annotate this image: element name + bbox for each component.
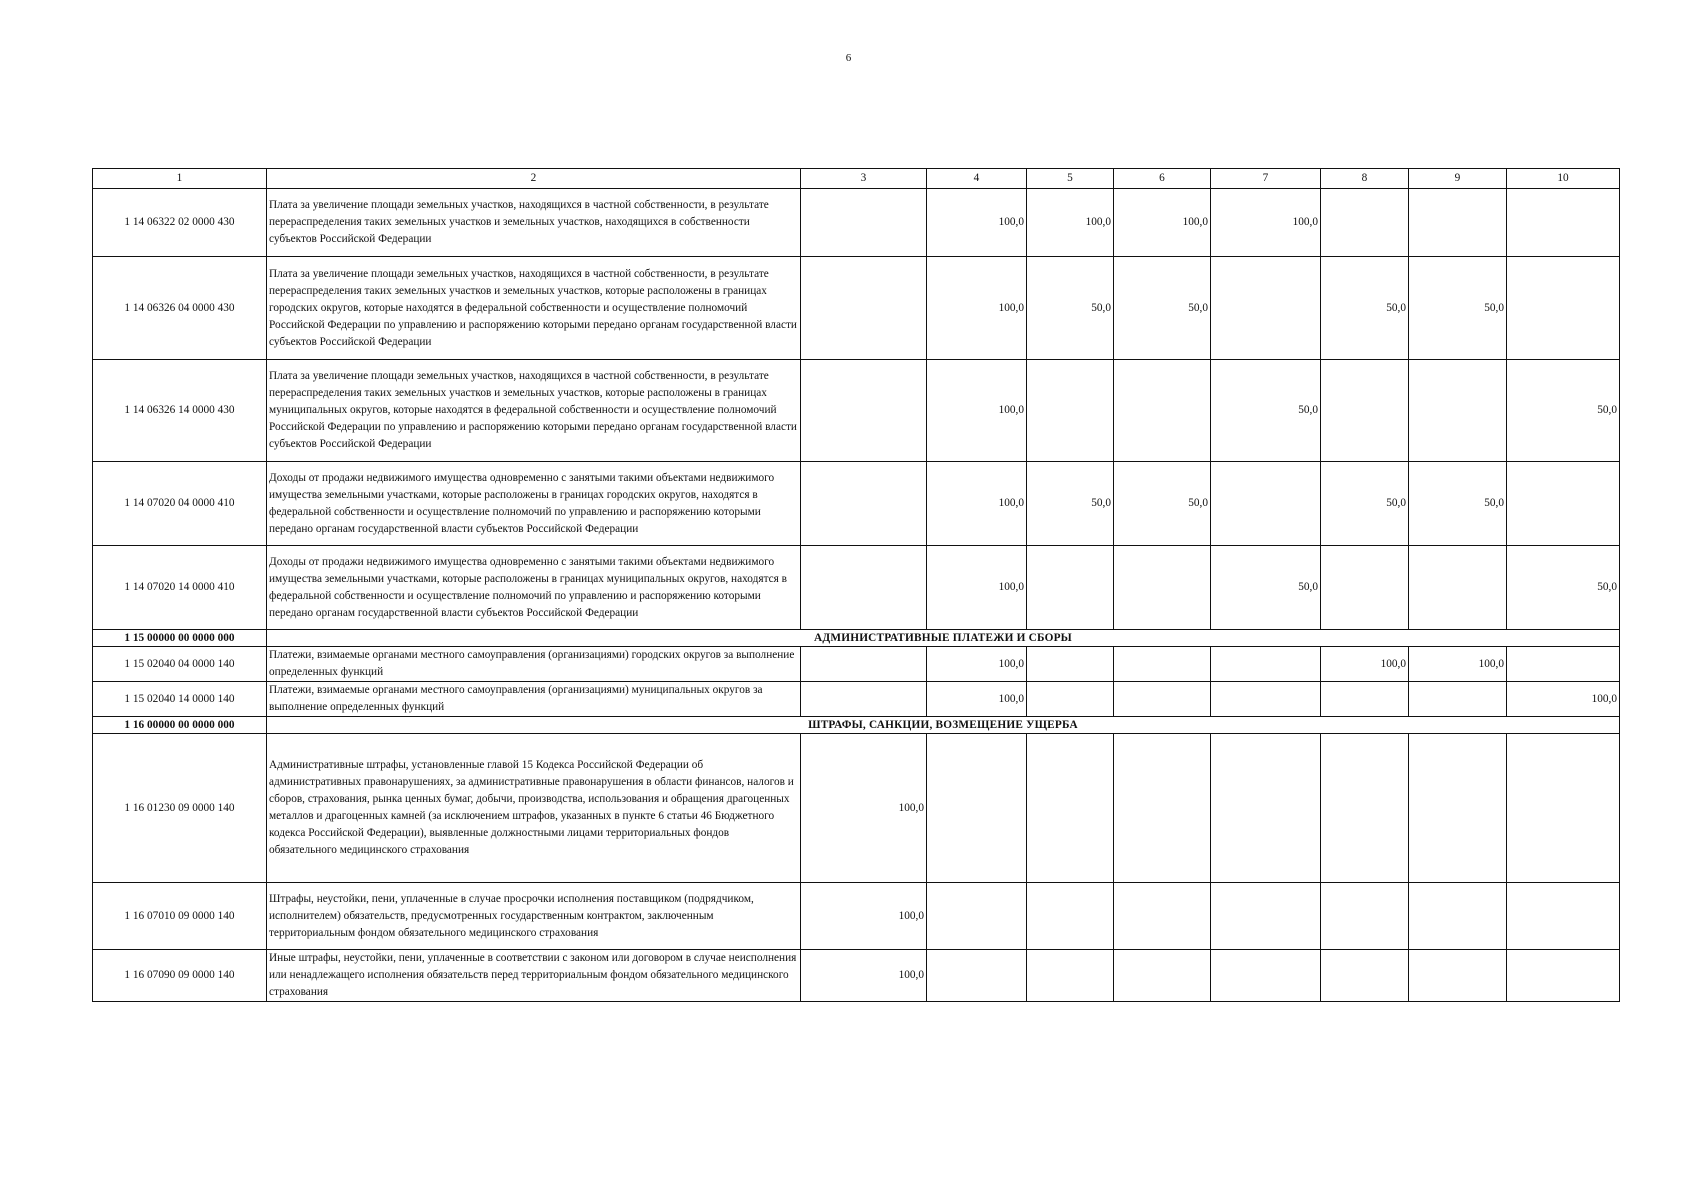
percent-cell-col-8: 100,0 [1321, 647, 1409, 682]
percent-cell-col-6 [1114, 546, 1211, 630]
percent-cell-col-5: 100,0 [1027, 189, 1114, 257]
percent-cell-col-7: 50,0 [1211, 360, 1321, 462]
percent-cell-col-8: 50,0 [1321, 462, 1409, 546]
percent-cell-col-9: 50,0 [1409, 257, 1507, 360]
percent-cell-col-5 [1027, 950, 1114, 1002]
percent-cell-col-9 [1409, 360, 1507, 462]
table-row [93, 546, 1620, 630]
budget-classification-code: 1 14 06326 04 0000 430 [93, 257, 267, 360]
percent-cell-col-7 [1211, 734, 1321, 883]
revenue-description: Плата за увеличение площади земельных участков, находящихся в частной собственности, в результате перераспределения таких земельных участков и земельных участков, которые расположены в границах муниципальных округов, которые находятся в федеральной собственности и осуществление полномочий Российской Федерации по управлению и распоряжению которыми передано органам государственной власти субъектов Российской Федерации [267, 360, 801, 462]
percent-cell-col-6: 50,0 [1114, 257, 1211, 360]
percent-cell-col-5 [1027, 647, 1114, 682]
table-row [93, 189, 1620, 257]
revenue-description: Плата за увеличение площади земельных участков, находящихся в частной собственности, в результате перераспределения таких земельных участков и земельных участков, находящихся в собственности субъектов Российской Федерации [267, 189, 801, 257]
percent-cell-col-6 [1114, 950, 1211, 1002]
column-header-10: 10 [1507, 169, 1620, 189]
percent-cell-col-5 [1027, 546, 1114, 630]
percent-cell-col-10 [1507, 647, 1620, 682]
revenue-description: Штрафы, неустойки, пени, уплаченные в случае просрочки исполнения поставщиком (подрядчиком, исполнителем) обязательств, предусмотренных государственным контрактом, заключенным территориальным фондом обязательного медицинского страхования [267, 883, 801, 950]
percent-cell-col-8 [1321, 546, 1409, 630]
percent-cell-col-5 [1027, 682, 1114, 717]
percent-cell-col-7 [1211, 462, 1321, 546]
percent-cell-col-8 [1321, 189, 1409, 257]
percent-cell-col-9 [1409, 682, 1507, 717]
column-header-5: 5 [1027, 169, 1114, 189]
page-number: 6 [845, 52, 852, 64]
revenue-description: Платежи, взимаемые органами местного самоуправления (организациями) городских округов за выполнение определенных функций [267, 647, 801, 682]
percent-cell-col-9 [1409, 734, 1507, 883]
header-row [93, 169, 1620, 189]
percent-cell-col-6 [1114, 734, 1211, 883]
percent-cell-col-6: 100,0 [1114, 189, 1211, 257]
percent-cell-col-10 [1507, 189, 1620, 257]
percent-cell-col-8 [1321, 883, 1409, 950]
percent-cell-col-10 [1507, 462, 1620, 546]
percent-cell-col-3: 100,0 [801, 734, 927, 883]
percent-cell-col-4: 100,0 [927, 546, 1027, 630]
revenue-description: Платежи, взимаемые органами местного самоуправления (организациями) муниципальных округов за выполнение определенных функций [267, 682, 801, 717]
percent-cell-col-8 [1321, 360, 1409, 462]
percent-cell-col-8: 50,0 [1321, 257, 1409, 360]
percent-cell-col-7 [1211, 682, 1321, 717]
percent-cell-col-7: 100,0 [1211, 189, 1321, 257]
percent-cell-col-7 [1211, 647, 1321, 682]
percent-cell-col-3: 100,0 [801, 950, 927, 1002]
column-header-6: 6 [1114, 169, 1211, 189]
column-header-1: 1 [93, 169, 267, 189]
table-header [93, 169, 1620, 189]
percent-cell-col-4: 100,0 [927, 257, 1027, 360]
budget-classification-code: 1 16 07010 09 0000 140 [93, 883, 267, 950]
percent-cell-col-9 [1409, 189, 1507, 257]
budget-classification-code: 1 15 02040 04 0000 140 [93, 647, 267, 682]
percent-cell-col-6: 50,0 [1114, 462, 1211, 546]
percent-cell-col-7 [1211, 950, 1321, 1002]
percent-cell-col-9 [1409, 546, 1507, 630]
percent-cell-col-6 [1114, 360, 1211, 462]
percent-cell-col-5 [1027, 734, 1114, 883]
percent-cell-col-9 [1409, 950, 1507, 1002]
percent-cell-col-4 [927, 950, 1027, 1002]
percent-cell-col-3 [801, 360, 927, 462]
table-row [93, 682, 1620, 717]
percent-cell-col-10: 50,0 [1507, 360, 1620, 462]
revenue-description: Доходы от продажи недвижимого имущества одновременно с занятыми такими объектами недвижимого имущества земельными участками, которые расположены в границах городских округов, находятся в федеральной собственности и осуществление полномочий по управлению и распоряжению которыми передано органам государственной власти субъектов Российской Федерации [267, 462, 801, 546]
percent-cell-col-5: 50,0 [1027, 257, 1114, 360]
section-row [93, 630, 1620, 647]
percent-cell-col-3 [801, 462, 927, 546]
percent-cell-col-6 [1114, 682, 1211, 717]
revenue-description: Иные штрафы, неустойки, пени, уплаченные в соответствии с законом или договором в случае неисполнения или ненадлежащего исполнения обязательств перед территориальным фондом обязательного медицинского страхования [267, 950, 801, 1002]
percent-cell-col-4: 100,0 [927, 682, 1027, 717]
section-code: 1 16 00000 00 0000 000 [93, 717, 267, 734]
budget-classification-code: 1 14 06322 02 0000 430 [93, 189, 267, 257]
column-header-9: 9 [1409, 169, 1507, 189]
percent-cell-col-7: 50,0 [1211, 546, 1321, 630]
percent-cell-col-3 [801, 682, 927, 717]
percent-cell-col-4: 100,0 [927, 360, 1027, 462]
column-header-8: 8 [1321, 169, 1409, 189]
revenue-description: Плата за увеличение площади земельных участков, находящихся в частной собственности, в результате перераспределения таких земельных участков и земельных участков, которые расположены в границах городских округов, которые находятся в федеральной собственности и осуществление полномочий Российской Федерации по управлению и распоряжению которыми передано органам государственной власти субъектов Российской Федерации [267, 257, 801, 360]
table-row [93, 950, 1620, 1002]
percent-cell-col-3 [801, 257, 927, 360]
percent-cell-col-4 [927, 883, 1027, 950]
column-header-4: 4 [927, 169, 1027, 189]
section-row [93, 717, 1620, 734]
percent-cell-col-10 [1507, 734, 1620, 883]
budget-classification-code: 1 14 06326 14 0000 430 [93, 360, 267, 462]
percent-cell-col-6 [1114, 647, 1211, 682]
percent-cell-col-4: 100,0 [927, 189, 1027, 257]
percent-cell-col-4 [927, 734, 1027, 883]
budget-classification-code: 1 16 07090 09 0000 140 [93, 950, 267, 1002]
percent-cell-col-5: 50,0 [1027, 462, 1114, 546]
section-title: АДМИНИСТРАТИВНЫЕ ПЛАТЕЖИ И СБОРЫ [267, 630, 1620, 647]
percent-cell-col-9: 100,0 [1409, 647, 1507, 682]
percent-cell-col-10 [1507, 883, 1620, 950]
percent-cell-col-7 [1211, 257, 1321, 360]
budget-classification-code: 1 14 07020 14 0000 410 [93, 546, 267, 630]
percent-cell-col-6 [1114, 883, 1211, 950]
table-row [93, 360, 1620, 462]
percent-cell-col-3 [801, 647, 927, 682]
budget-classification-code: 1 16 01230 09 0000 140 [93, 734, 267, 883]
section-title: ШТРАФЫ, САНКЦИИ, ВОЗМЕЩЕНИЕ УЩЕРБА [267, 717, 1620, 734]
percent-cell-col-10 [1507, 257, 1620, 360]
percent-cell-col-5 [1027, 360, 1114, 462]
budget-classification-code: 1 14 07020 04 0000 410 [93, 462, 267, 546]
revenue-distribution-table [92, 168, 1620, 1002]
percent-cell-col-8 [1321, 950, 1409, 1002]
table-row [93, 647, 1620, 682]
percent-cell-col-5 [1027, 883, 1114, 950]
percent-cell-col-4: 100,0 [927, 462, 1027, 546]
percent-cell-col-3 [801, 189, 927, 257]
revenue-description: Доходы от продажи недвижимого имущества одновременно с занятыми такими объектами недвижимого имущества земельными участками, которые расположены в границах муниципальных округов, находятся в федеральной собственности и осуществление полномочий по управлению и распоряжению которыми передано органам государственной власти субъектов Российской Федерации [267, 546, 801, 630]
percent-cell-col-10 [1507, 950, 1620, 1002]
column-header-3: 3 [801, 169, 927, 189]
table-row [93, 462, 1620, 546]
percent-cell-col-10: 50,0 [1507, 546, 1620, 630]
percent-cell-col-9 [1409, 883, 1507, 950]
column-header-2: 2 [267, 169, 801, 189]
section-code: 1 15 00000 00 0000 000 [93, 630, 267, 647]
percent-cell-col-7 [1211, 883, 1321, 950]
revenue-description: Административные штрафы, установленные главой 15 Кодекса Российской Федерации об административных правонарушениях, за административные правонарушения в области финансов, налогов и сборов, страхования, рынка ценных бумаг, добычи, производства, использования и обращения драгоценных металлов и драгоценных камней (за исключением штрафов, указанных в пункте 6 статьи 46 Бюджетного кодекса Российской Федерации), выявленные должностными лицами территориальных фондов обязательного медицинского страхования [267, 734, 801, 883]
table-row [93, 734, 1620, 883]
table-body [93, 189, 1620, 1002]
percent-cell-col-8 [1321, 682, 1409, 717]
table-row [93, 257, 1620, 360]
budget-classification-code: 1 15 02040 14 0000 140 [93, 682, 267, 717]
percent-cell-col-9: 50,0 [1409, 462, 1507, 546]
percent-cell-col-4: 100,0 [927, 647, 1027, 682]
percent-cell-col-8 [1321, 734, 1409, 883]
percent-cell-col-10: 100,0 [1507, 682, 1620, 717]
column-header-7: 7 [1211, 169, 1321, 189]
table-row [93, 883, 1620, 950]
percent-cell-col-3: 100,0 [801, 883, 927, 950]
percent-cell-col-3 [801, 546, 927, 630]
